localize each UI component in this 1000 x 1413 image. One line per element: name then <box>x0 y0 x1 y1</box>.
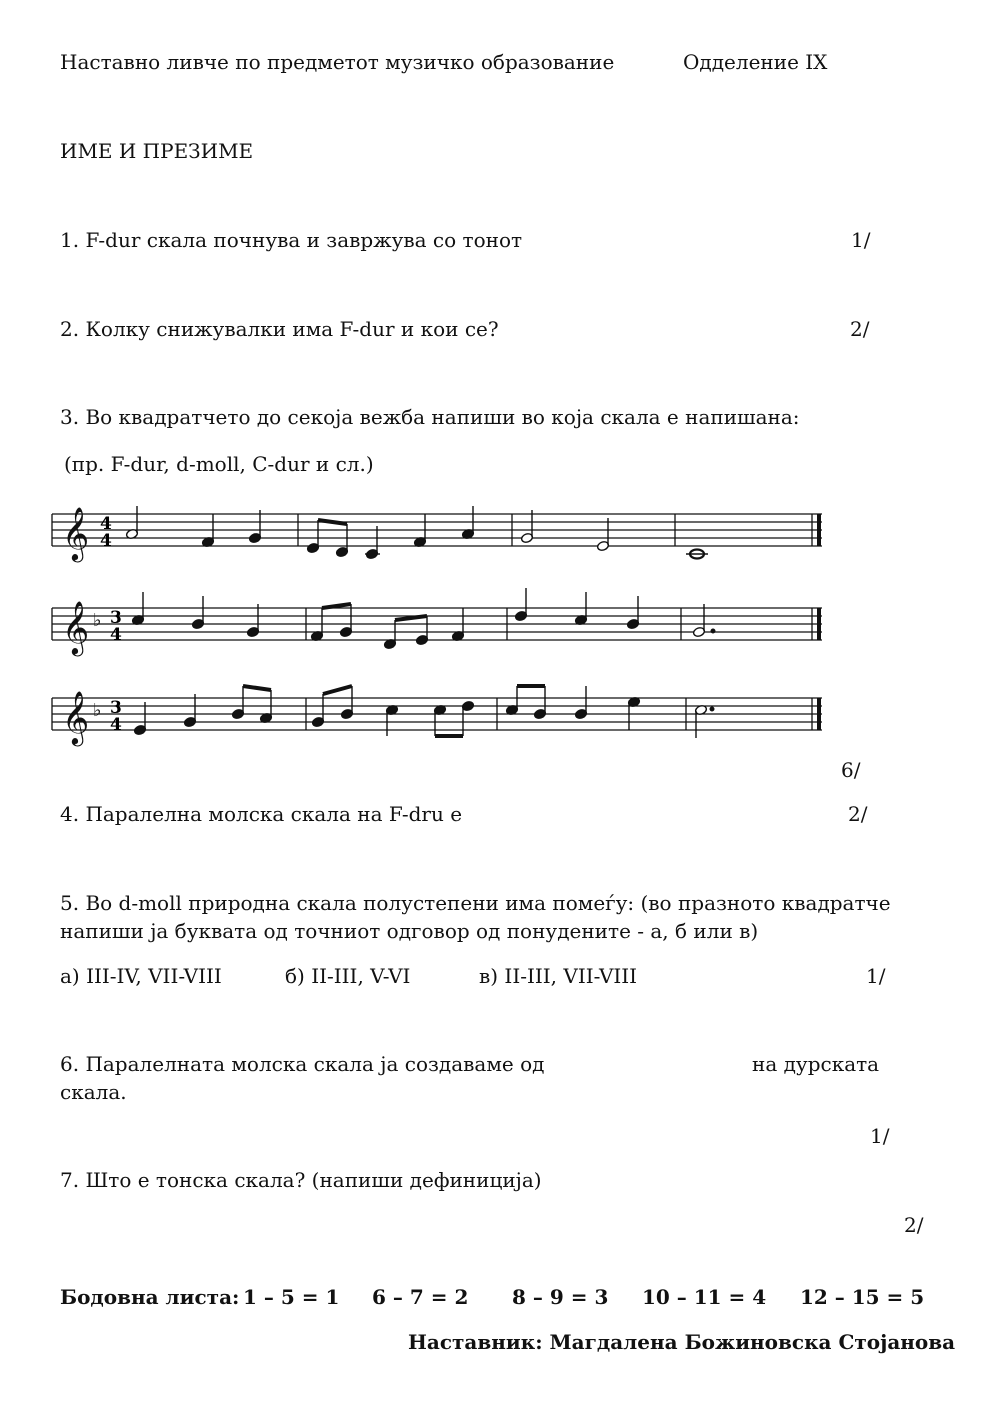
question-4-points: 2/ <box>848 802 868 826</box>
question-7-points: 2/ <box>904 1213 924 1237</box>
scoring-label: Бодовна листа: <box>60 1285 240 1309</box>
question-6-part-2: на дурската <box>752 1052 880 1076</box>
time-signature-top: 3 <box>110 698 122 718</box>
question-6-part-1: 6. Паралелната молска скала ја создаваме од <box>60 1052 545 1076</box>
question-5-line-2: напиши ја буквата од точниот одговор од понудените - а, б или в) <box>60 919 759 943</box>
time-signature-bottom: 4 <box>110 625 122 645</box>
time-signature-bottom: 4 <box>110 715 122 735</box>
music-staff-1 <box>50 486 840 578</box>
question-5-option-a: а) III-IV, VII-VIII <box>60 964 222 988</box>
question-1-points: 1/ <box>851 228 871 252</box>
question-1: 1. F-dur скала почнува и завржува со тонот <box>60 228 523 252</box>
question-5-line-1: 5. Во d-moll природна скала полустепени има помеѓу: (во празното квадратче <box>60 891 891 915</box>
time-signature-top: 4 <box>100 514 112 534</box>
grade-2: 6 – 7 = 2 <box>372 1285 469 1309</box>
question-6-points: 1/ <box>870 1124 890 1148</box>
question-4: 4. Паралелна молска скала на F-dru е <box>60 802 463 826</box>
question-5-option-b: б) II-III, V-VI <box>285 964 411 988</box>
time-signature-bottom: 4 <box>100 531 112 551</box>
name-label: ИМЕ И ПРЕЗИМЕ <box>60 139 254 163</box>
music-staff-3 <box>50 670 840 762</box>
time-signature-top: 3 <box>110 608 122 628</box>
grade-5: 12 – 15 = 5 <box>800 1285 925 1309</box>
question-3-example: (пр. F-dur, d-moll, C-dur и сл.) <box>64 452 374 476</box>
worksheet-title: Наставно ливче по предметот музичко образование <box>60 50 615 74</box>
music-staff-2 <box>50 580 840 672</box>
question-3: 3. Во квадратчето до секоја вежба напиши во која скала е напишана: <box>60 405 800 429</box>
question-2-points: 2/ <box>850 317 870 341</box>
flat-icon: ♭ <box>93 700 102 721</box>
question-5-option-c: в) II-III, VII-VIII <box>479 964 638 988</box>
teacher-signature: Наставник: Магдалена Божиновска Стојанова <box>408 1330 956 1354</box>
question-7: 7. Што е тонска скала? (напиши дефиниција) <box>60 1168 542 1192</box>
grade-4: 10 – 11 = 4 <box>642 1285 767 1309</box>
treble-clef-icon: 𝄞 <box>62 690 90 744</box>
flat-icon: ♭ <box>93 610 102 631</box>
treble-clef-icon: 𝄞 <box>62 600 90 654</box>
question-6-line-2: скала. <box>60 1080 127 1104</box>
treble-clef-icon: 𝄞 <box>62 506 90 560</box>
grade-label: Одделение IX <box>683 50 828 74</box>
question-3-points: 6/ <box>841 758 861 782</box>
question-5-points: 1/ <box>866 964 886 988</box>
grade-1: 1 – 5 = 1 <box>243 1285 340 1309</box>
grade-3: 8 – 9 = 3 <box>512 1285 609 1309</box>
question-2: 2. Колку снижувалки има F-dur и кои се? <box>60 317 499 341</box>
